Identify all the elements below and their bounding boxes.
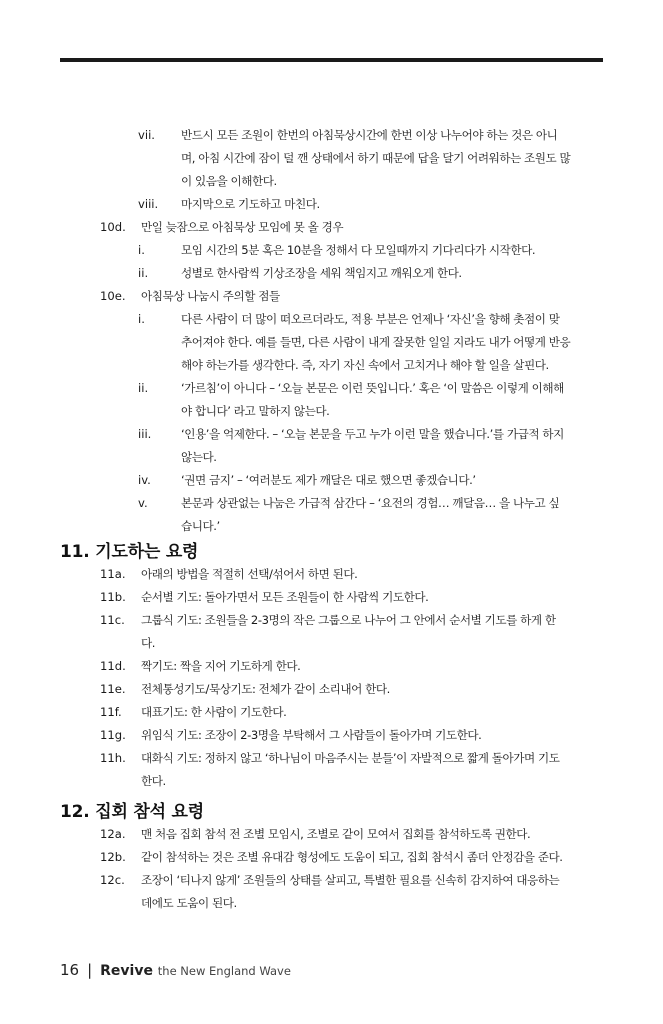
item-number: v. (138, 496, 148, 510)
footer-brand: Revive (100, 963, 153, 979)
item-text-line: 야 합니다’ 라고 말하지 않는다. (181, 404, 330, 418)
item-text-line: 다른 사람이 더 많이 떠오르더라도, 적용 부분은 언제나 ‘자신’을 향해 촛점이 맞 (181, 312, 560, 326)
item-text-line: 그룹식 기도: 조원들을 2-3명의 작은 그룹으로 나누어 그 안에서 순서별 기도를 하게 한 (141, 613, 556, 627)
item-text-line: 대화식 기도: 정하지 않고 ‘하나님이 마음주시는 분들’이 자발적으로 짧게 돌아가며 기도 (141, 751, 560, 765)
item-number: ii. (138, 381, 149, 395)
item-text-line: 아래의 방법을 적절히 선택/섞어서 하면 된다. (141, 567, 358, 581)
item-text-line: 다. (141, 636, 155, 650)
item-number: 11g. (100, 728, 126, 742)
item-number: i. (138, 243, 145, 257)
item-text-line: 며, 아침 시간에 잠이 덜 깬 상태에서 하기 때문에 답을 달기 어려워하는 조원도 많 (181, 151, 571, 165)
item-number: 12b. (100, 850, 126, 864)
item-text-line: 한다. (141, 774, 166, 788)
item-number: 11b. (100, 590, 126, 604)
item-text-line: 않는다. (181, 450, 217, 464)
footer-tagline: the New England Wave (157, 964, 291, 978)
item-text-line: ‘인용’을 억제한다. – ‘오늘 본문을 두고 누가 이런 말을 했습니다.’를 가급적 하지 (181, 427, 564, 441)
item-number: 12a. (100, 827, 126, 841)
item-text-line: 맨 처음 집회 참석 전 조별 모임시, 조별로 같이 모여서 집회를 참석하도록 권한다. (141, 827, 531, 841)
page-number: 16 (60, 961, 80, 979)
item-text-line: 조장이 ‘티나지 않게’ 조원들의 상태를 살피고, 특별한 필요를 신속히 감지하여 대응하는 (141, 873, 560, 887)
item-text-line: 같이 참석하는 것은 조별 유대감 형성에도 도움이 되고, 집회 참석시 좀더 안정감을 준다. (141, 850, 563, 864)
item-text-line: ‘가르침’이 아니다 – ‘오늘 본문은 이런 뜻입니다.’ 혹은 ‘이 말씀은 이렇게 이해해 (181, 381, 564, 395)
item-number: i. (138, 312, 145, 326)
item-text-line: 전체통성기도/묵상기도: 전체가 같이 소리내어 한다. (141, 682, 390, 696)
item-text-line: 짝기도: 짝을 지어 기도하게 한다. (141, 659, 301, 673)
footer-separator: | (87, 961, 93, 979)
item-number: iii. (138, 427, 152, 441)
item-number: ii. (138, 266, 149, 280)
item-number: 11e. (100, 682, 126, 696)
item-number: 11a. (100, 567, 126, 581)
item-number: 10d. (100, 220, 126, 234)
item-number: iv. (138, 473, 151, 487)
item-number: 11c. (100, 613, 125, 627)
item-number: 11d. (100, 659, 126, 673)
item-number: vii. (138, 128, 155, 142)
item-text-line: 추어져야 한다. 예를 들면, 다른 사람이 내게 잘못한 일일 지라도 내가 어떻게 반응 (181, 335, 571, 349)
item-text-line: 만일 늦잠으로 아침묵상 모임에 못 올 경우 (141, 220, 344, 234)
item-text-line: ‘권면 금지’ – ‘여러분도 제가 깨달은 대로 했으면 좋겠습니다.’ (181, 473, 476, 487)
item-number: 11h. (100, 751, 126, 765)
item-text-line: 습니다.’ (181, 519, 220, 533)
item-text-line: 데에도 도움이 된다. (141, 896, 237, 910)
item-text-line: 아침묵상 나눔시 주의할 점들 (141, 289, 280, 303)
section-heading: 12. 집회 참석 요령 (60, 802, 205, 822)
page-footer (60, 960, 291, 981)
item-number: 12c. (100, 873, 125, 887)
item-text-line: 모임 시간의 5분 혹은 10분을 정해서 다 모일때까지 기다리다가 시작한다. (181, 243, 536, 257)
item-text-line: 이 있음을 이해한다. (181, 174, 277, 188)
item-text-line: 위임식 기도: 조장이 2-3명을 부탁해서 그 사람들이 돌아가며 기도한다. (141, 728, 482, 742)
item-number: viii. (138, 197, 159, 211)
item-text-line: 반드시 모든 조원이 한번의 아침묵상시간에 한번 이상 나누어야 하는 것은 아니 (181, 128, 558, 142)
item-number: 10e. (100, 289, 126, 303)
item-text-line: 해야 하는가를 생각한다. 즉, 자기 자신 속에서 고치거나 해야 할 일을 살핀다. (181, 358, 549, 372)
item-text-line: 대표기도: 한 사람이 기도한다. (141, 705, 287, 719)
item-text-line: 본문과 상관없는 나눔은 가급적 삼간다 – ‘요전의 경험… 깨달음… 을 나누고 싶 (181, 496, 560, 510)
item-number: 11f. (100, 705, 122, 719)
item-text-line: 성별로 한사람씩 기상조장을 세워 책임지고 깨워오게 한다. (181, 266, 462, 280)
section-heading: 11. 기도하는 요령 (60, 542, 199, 562)
item-text-line: 순서별 기도: 돌아가면서 모든 조원들이 한 사람씩 기도한다. (141, 590, 429, 604)
item-text-line: 마지막으로 기도하고 마친다. (181, 197, 320, 211)
